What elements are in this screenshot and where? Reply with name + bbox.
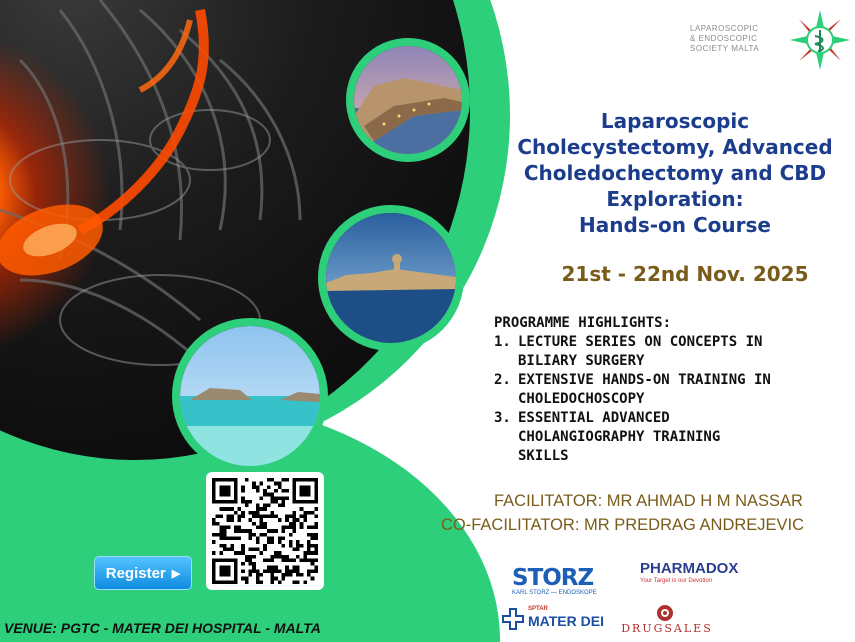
co-facilitator: CO-FACILITATOR: MR PREDRAG ANDREJEVIC <box>441 516 805 534</box>
course-title <box>500 108 850 238</box>
registration-qr-code[interactable] <box>206 472 324 590</box>
grand-harbour-photo <box>318 205 464 351</box>
storz-name: STORZ <box>512 565 594 591</box>
item-number: 2. <box>494 372 511 388</box>
society-line-3: SOCIETY MALTA <box>690 44 760 53</box>
materdei-prefix: SPTAR <box>528 606 548 612</box>
facilitator: FACILITATOR: MR AHMAD H M NASSAR <box>494 492 803 510</box>
society-line-2: & ENDOSCOPIC <box>690 34 758 43</box>
title-line-2: Cholecystectomy, Advanced <box>517 135 833 159</box>
society-name <box>690 24 780 54</box>
sponsor-drugsales-logo <box>612 604 722 635</box>
item-text: ESSENTIAL ADVANCED <box>518 410 670 426</box>
drugsales-emblem-icon <box>656 604 674 622</box>
venue: VENUE: PGTC - MATER DEI HOSPITAL - MALTA <box>4 620 321 636</box>
item-text: BILIARY SURGERY <box>518 353 645 369</box>
item-text: CHOLANGIOGRAPHY TRAINING <box>518 429 721 445</box>
storz-tagline: KARL STORZ — ENDOSKOPE <box>512 590 597 596</box>
programme-item <box>494 409 771 466</box>
title-line-5: Hands-on Course <box>579 213 771 237</box>
title-line-4: Exploration: <box>606 187 744 211</box>
pharmadox-name: PHARMADOX <box>640 560 739 577</box>
society-line-1: LAPAROSCOPIC <box>690 24 759 33</box>
register-label: Register <box>105 564 166 582</box>
title-line-1: Laparoscopic <box>600 109 750 133</box>
programme-heading: PROGRAMME HIGHLIGHTS: <box>494 315 672 331</box>
item-text: EXTENSIVE HANDS-ON TRAINING IN <box>518 372 771 388</box>
medical-cross-icon <box>500 606 526 632</box>
society-emblem-icon <box>790 10 850 70</box>
pharmadox-tagline: Your Target is our Devotion <box>640 578 713 584</box>
materdei-name: MATER DEI <box>528 613 604 629</box>
course-date: 21st - 22nd Nov. 2025 <box>561 262 809 286</box>
title-line-3: Choledochectomy and CBD <box>523 161 827 185</box>
programme-item <box>494 371 771 409</box>
drugsales-name: DRUGSALES <box>621 622 713 635</box>
blue-lagoon-photo <box>172 318 328 474</box>
programme-item <box>494 333 771 371</box>
item-number: 1. <box>494 334 511 350</box>
programme-highlights <box>494 314 771 466</box>
item-text: LECTURE SERIES ON CONCEPTS IN <box>518 334 763 350</box>
item-number: 3. <box>494 410 511 426</box>
item-text: SKILLS <box>518 448 569 464</box>
valletta-harbour-photo <box>346 38 470 162</box>
sponsor-storz-logo <box>512 566 612 596</box>
register-button[interactable] <box>94 556 192 590</box>
sponsor-pharmadox-logo <box>640 560 760 584</box>
item-text: CHOLEDOCHOSCOPY <box>518 391 645 407</box>
play-arrow-icon: ▶ <box>171 567 181 580</box>
